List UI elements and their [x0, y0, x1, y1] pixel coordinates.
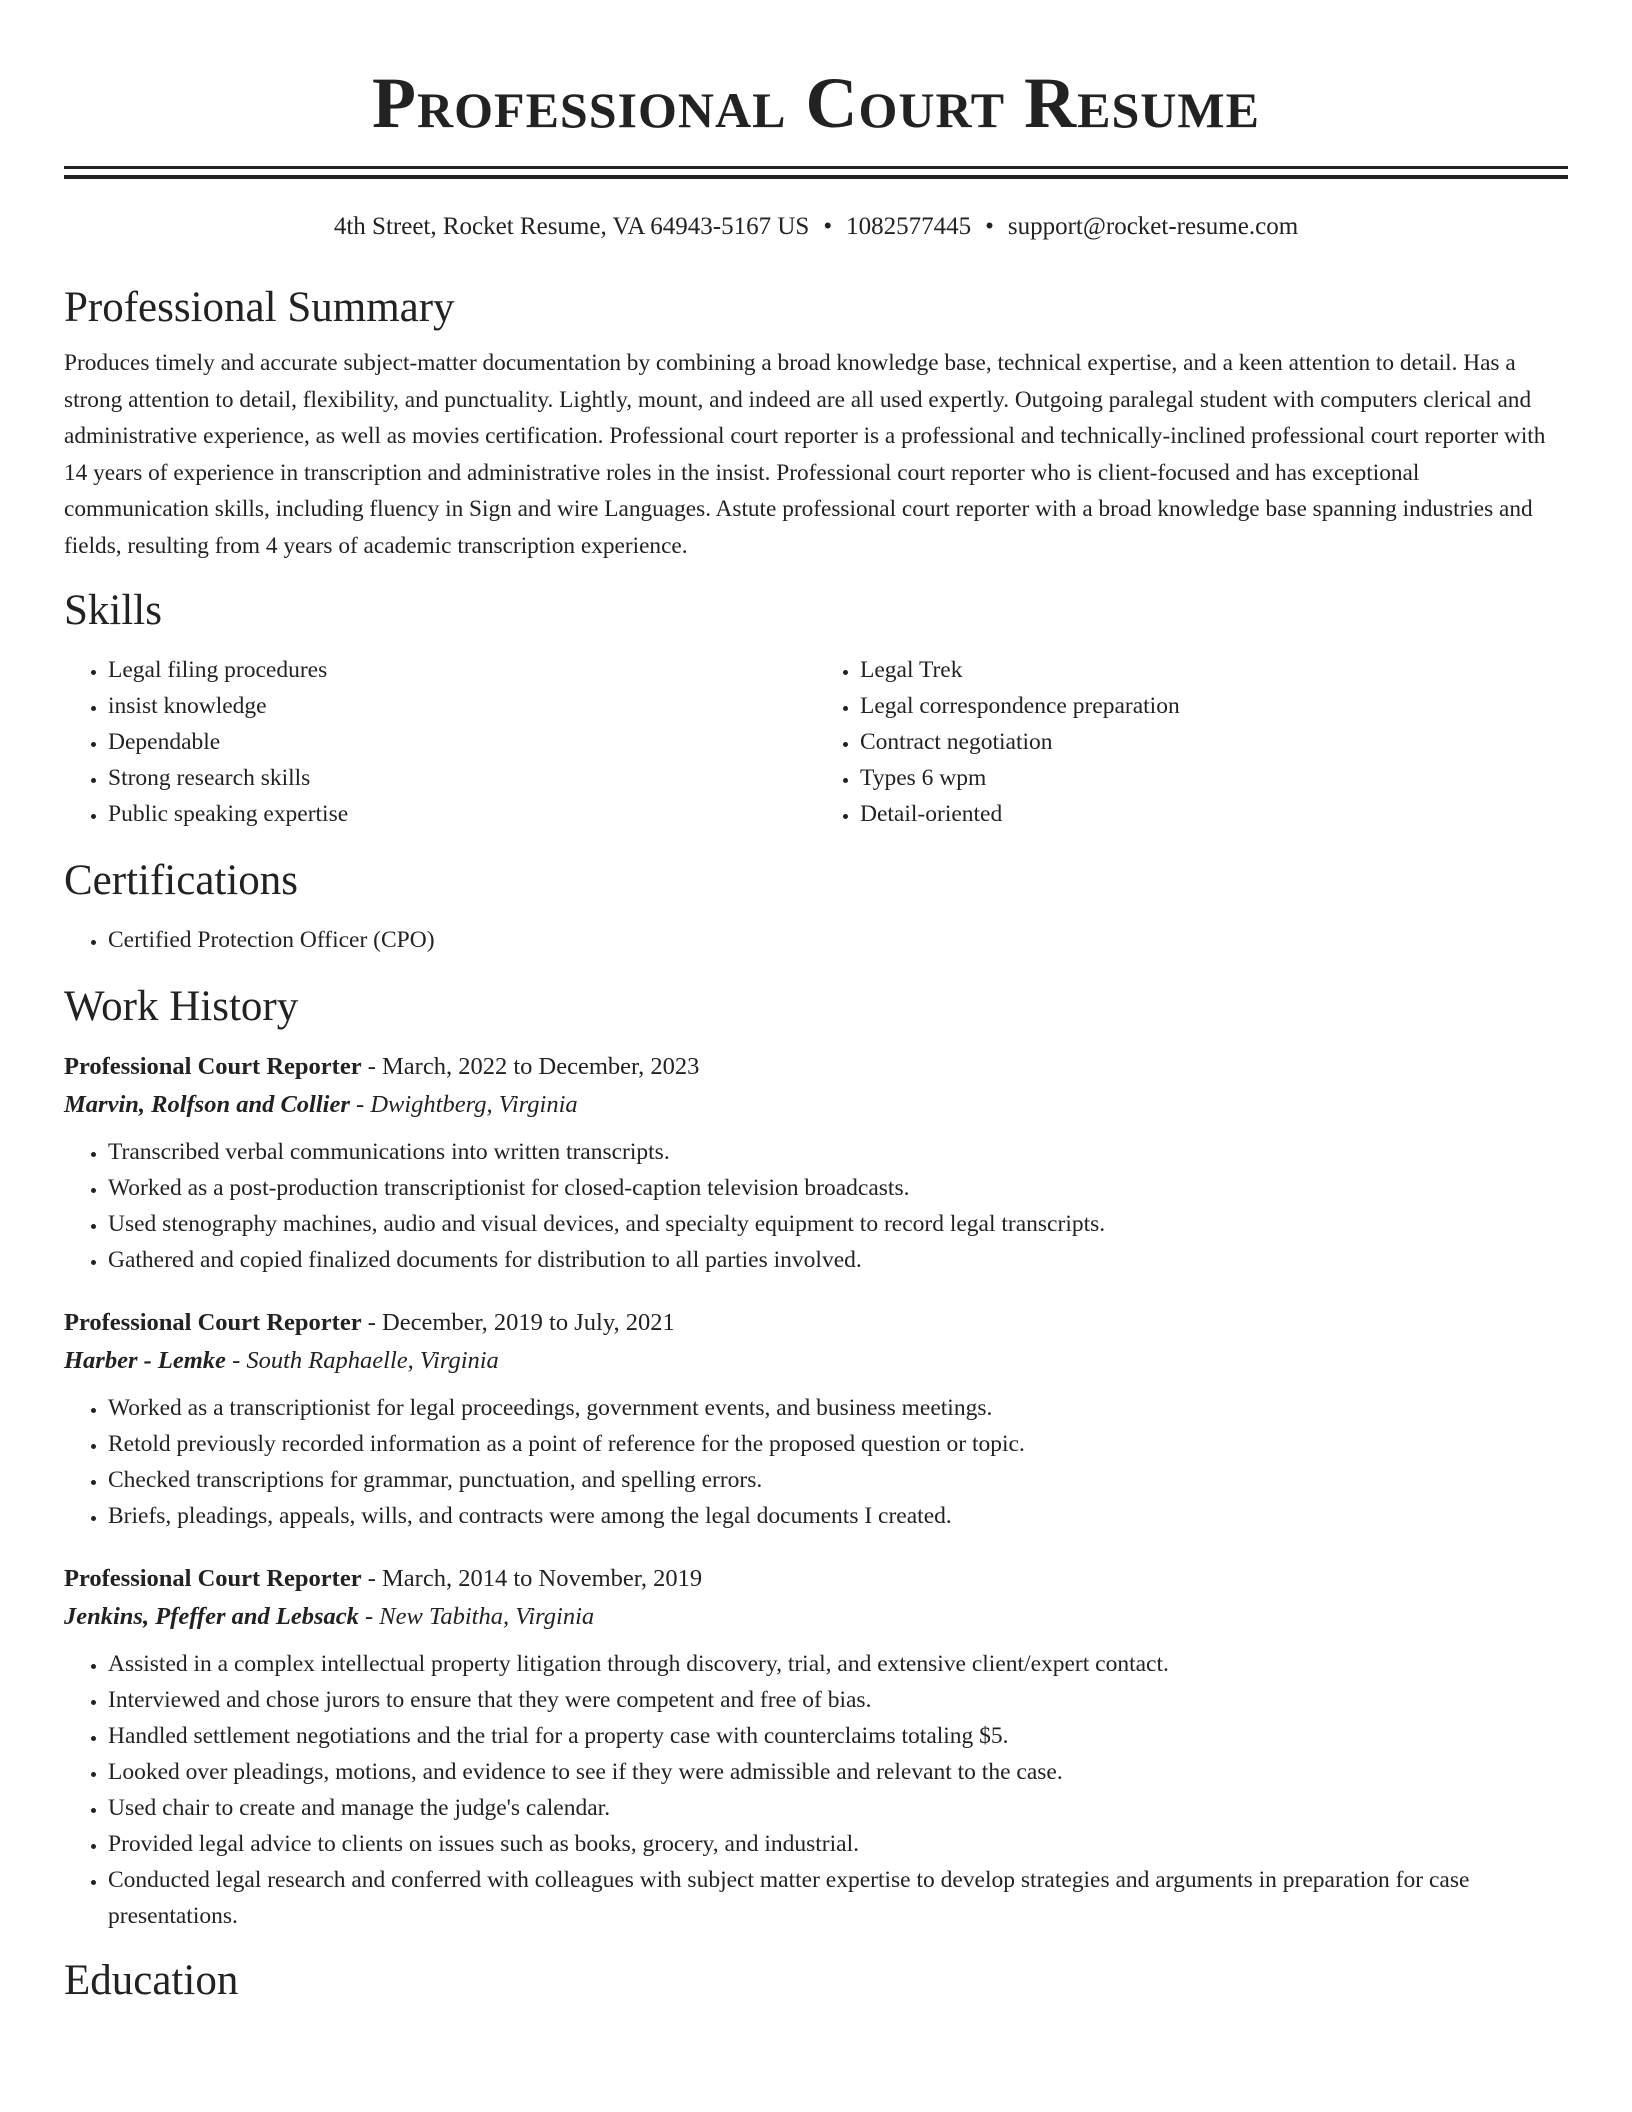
certifications-list: [64, 922, 1568, 958]
company-line: Jenkins, Pfeffer and Lebsack - New Tabitha, Virginia: [64, 1603, 595, 1630]
skill-item: • Detail-oriented: [860, 796, 1568, 832]
title-divider-thin: [64, 166, 1568, 169]
certification-item: • Certified Protection Officer (CPO): [108, 922, 1568, 958]
skill-item: • Legal correspondence preparation: [860, 688, 1568, 724]
job-entry: [64, 1560, 1568, 1934]
job-duty: • Looked over pleadings, motions, and evidence to see if they were admissible and relevant to the case.: [108, 1754, 1568, 1790]
contact-address: 4th Street, Rocket Resume, VA 64943-5167 US: [333, 213, 810, 240]
company-location: South Raphaelle, Virginia: [246, 1347, 499, 1374]
job-duty: • Worked as a transcriptionist for legal proceedings, government events, and business meetings.: [108, 1390, 1568, 1426]
resume-page: [64, 0, 1568, 2006]
education-heading: Education: [64, 1957, 239, 2004]
job-duty: • Used stenography machines, audio and visual devices, and specialty equipment to record legal transcripts.: [108, 1206, 1568, 1242]
company-line: Marvin, Rolfson and Collier - Dwightberg, Virginia: [64, 1091, 578, 1118]
job-dates: March, 2022 to December, 2023: [382, 1053, 700, 1080]
company-location: New Tabitha, Virginia: [379, 1603, 595, 1630]
job-title: Professional Court Reporter: [64, 1565, 362, 1592]
title-divider-thick: [64, 175, 1568, 179]
resume-title: Professional Court Resume: [372, 63, 1260, 143]
job-duty: • Transcribed verbal communications into written transcripts.: [108, 1134, 1568, 1170]
job-title-line: Professional Court Reporter - March, 2014 to November, 2019: [64, 1565, 703, 1592]
job-duty: • Interviewed and chose jurors to ensure that they were competent and free of bias.: [108, 1682, 1568, 1718]
skills-heading: Skills: [64, 587, 162, 634]
contact-separator: •: [823, 213, 833, 240]
job-title: Professional Court Reporter: [64, 1309, 362, 1336]
job-duty: • Worked as a post-production transcriptionist for closed-caption television broadcasts.: [108, 1170, 1568, 1206]
contact-phone: 1082577445: [846, 213, 972, 240]
job-duty: • Briefs, pleadings, appeals, wills, and contracts were among the legal documents I created.: [108, 1498, 1568, 1534]
skill-item: • Legal filing procedures: [108, 652, 816, 688]
contact-email: support@rocket-resume.com: [1007, 213, 1299, 240]
job-duty: • Used chair to create and manage the judge's calendar.: [108, 1790, 1568, 1826]
job-title-line: Professional Court Reporter - March, 2022 to December, 2023: [64, 1053, 700, 1080]
skill-item: • Dependable: [108, 724, 816, 760]
job-title-line: Professional Court Reporter - December, 2019 to July, 2021: [64, 1309, 675, 1336]
job-duty: • Handled settlement negotiations and the trial for a property case with counterclaims totaling $5.: [108, 1718, 1568, 1754]
certifications-heading: Certifications: [64, 857, 299, 904]
summary-text: Produces timely and accurate subject-matter documentation by combining a broad knowledge base, technical expertise, and a keen attention to detail. Has a strong attention to detail, flexibility, and punctuality. Lightly, mount, and indeed are all used expertly. Outgoing paralegal student with computers clerical and administrative experience, as well as movies certification. Professional court reporter is a professional and technically-inclined professional court reporter with 14 years of experience in transcription and administrative roles in the insist. Professional court reporter who is client-focused and has exceptional communication skills, including fluency in Sign and wire Languages. Astute professional court reporter with a broad knowledge base spanning industries and fields, resulting from 4 years of academic transcription experience.: [64, 350, 1546, 559]
job-duties-list: [64, 1390, 1568, 1534]
company-line: Harber - Lemke - South Raphaelle, Virginia: [64, 1347, 499, 1374]
skill-item: • insist knowledge: [108, 688, 816, 724]
skills-column-left: [64, 652, 816, 832]
skill-item: • Public speaking expertise: [108, 796, 816, 832]
job-duty: • Gathered and copied finalized documents for distribution to all parties involved.: [108, 1242, 1568, 1278]
skill-item: • Types 6 wpm: [860, 760, 1568, 796]
summary-heading: Professional Summary: [64, 284, 455, 331]
job-dates: December, 2019 to July, 2021: [382, 1309, 675, 1336]
contact-line: [64, 211, 1568, 243]
contact-separator: •: [985, 213, 994, 240]
company-name: Jenkins, Pfeffer and Lebsack: [64, 1603, 359, 1630]
skills-list: [64, 652, 1568, 832]
job-entry: [64, 1304, 1568, 1534]
job-title: Professional Court Reporter: [64, 1053, 362, 1080]
job-duty: • Conducted legal research and conferred with colleagues with subject matter expertise to develop strategies and arguments in preparation for case presentations.: [108, 1862, 1568, 1934]
company-location: Dwightberg, Virginia: [370, 1091, 578, 1118]
company-name: Marvin, Rolfson and Collier: [64, 1091, 350, 1118]
work-history-heading: Work History: [64, 983, 299, 1030]
skills-column-right: [816, 652, 1568, 832]
job-duty: • Assisted in a complex intellectual property litigation through discovery, trial, and extensive client/expert contact.: [108, 1646, 1568, 1682]
skill-item: • Strong research skills: [108, 760, 816, 796]
company-name: Harber - Lemke: [64, 1347, 226, 1374]
skill-item: • Contract negotiation: [860, 724, 1568, 760]
skill-item: • Legal Trek: [860, 652, 1568, 688]
job-entry: [64, 1048, 1568, 1278]
job-duties-list: [64, 1646, 1568, 1934]
job-duty: • Provided legal advice to clients on issues such as books, grocery, and industrial.: [108, 1826, 1568, 1862]
job-duty: • Retold previously recorded information as a point of reference for the proposed question or topic.: [108, 1426, 1568, 1462]
job-duty: • Checked transcriptions for grammar, punctuation, and spelling errors.: [108, 1462, 1568, 1498]
job-dates: March, 2014 to November, 2019: [382, 1565, 703, 1592]
job-duties-list: [64, 1134, 1568, 1278]
